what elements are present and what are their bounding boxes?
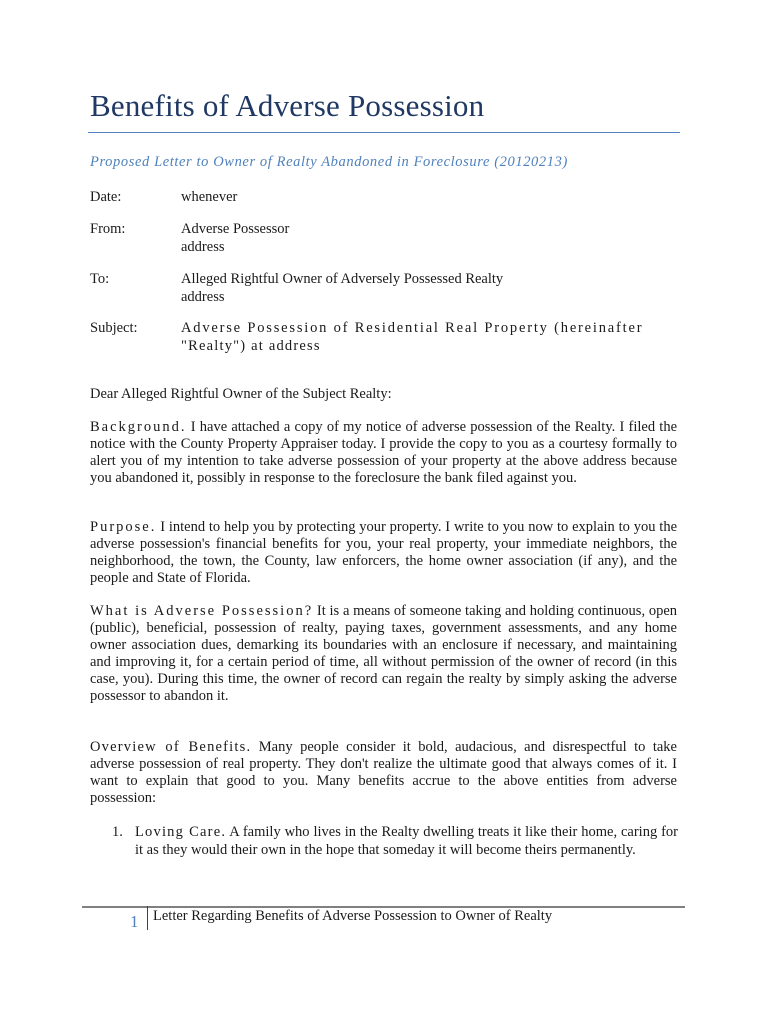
background-paragraph (90, 419, 677, 487)
title-underline (88, 132, 680, 133)
footer-text: Letter Regarding Benefits of Adverse Possession to Owner of Realty (153, 908, 553, 924)
list-item-number: 1. (112, 824, 123, 840)
what-is-lead: What is Adverse Possession? (90, 603, 314, 619)
subject-label: Subject: (90, 320, 138, 336)
subject-value-line2: "Realty") at address (181, 338, 321, 354)
list-item-body (135, 824, 678, 859)
to-value-line1: Alleged Rightful Owner of Adversely Possessed Realty (181, 271, 504, 287)
to-label: To: (90, 271, 110, 287)
page-number: 1 (130, 912, 139, 931)
purpose-text: I intend to help you by protecting your property. I write to you now to explain to you the adverse possession's financial benefits for you, your real property, your immediate neighbors, the neighborhood, the town, the County, law enforcers, the home owner association (if any), and the people and State of Florida. (90, 519, 678, 586)
to-value-line2: address (181, 289, 225, 305)
overview-text: Many people consider it bold, audacious, and disrespectful to take adverse possession of real property. They don't realize the ultimate good that always comes of it. I want to explain that good to you. Many benefits accrue to the above entities from adverse possession: (90, 739, 677, 806)
subject-value-line1: Adverse Possession of Residential Real Property (hereinafter (181, 320, 644, 336)
from-value-line1: Adverse Possessor (181, 221, 290, 237)
purpose-paragraph (90, 519, 677, 587)
overview-lead: Overview of Benefits. (90, 739, 252, 755)
document-subtitle: Proposed Letter to Owner of Realty Abandoned in Foreclosure (20120213) (90, 154, 568, 170)
date-label: Date: (90, 189, 122, 205)
background-text: I have attached a copy of my notice of adverse possession of the Realty. I filed the notice with the County Property Appraiser today. I provide the copy to you as a courtesy formally to alert you of my intention to take adverse possession of your property at the above address because you abandoned it, possibly in response to the foreclosure the bank filed against you. (90, 419, 678, 486)
what-is-text: It is a means of someone taking and holding continuous, open (public), beneficial, possession of realty, paying taxes, government assessments, and any home owner association dues, demarking its boundaries with an enclosure if necessary, and maintaining and improving it, for a certain period of time, all without permission of the owner of record (in this case, you). During this time, the owner of record can regain the realty by simply asking the adverse possessor to abandon it. (90, 603, 678, 704)
document-title: Benefits of Adverse Possession (90, 88, 485, 123)
what-is-paragraph (90, 603, 677, 705)
purpose-lead: Purpose. (90, 519, 157, 535)
background-lead: Background. (90, 419, 187, 435)
salutation: Dear Alleged Rightful Owner of the Subject Realty: (90, 386, 392, 402)
from-value-line2: address (181, 239, 225, 255)
from-label: From: (90, 221, 126, 237)
date-value: whenever (181, 189, 238, 205)
list-item-lead: Loving Care. (135, 824, 227, 840)
footer-divider (147, 906, 148, 930)
overview-paragraph (90, 739, 677, 807)
list-item-text: A family who lives in the Realty dwelling treats it like their home, caring for it as they would their own in the hope that someday it will become theirs permanently. (135, 824, 678, 858)
